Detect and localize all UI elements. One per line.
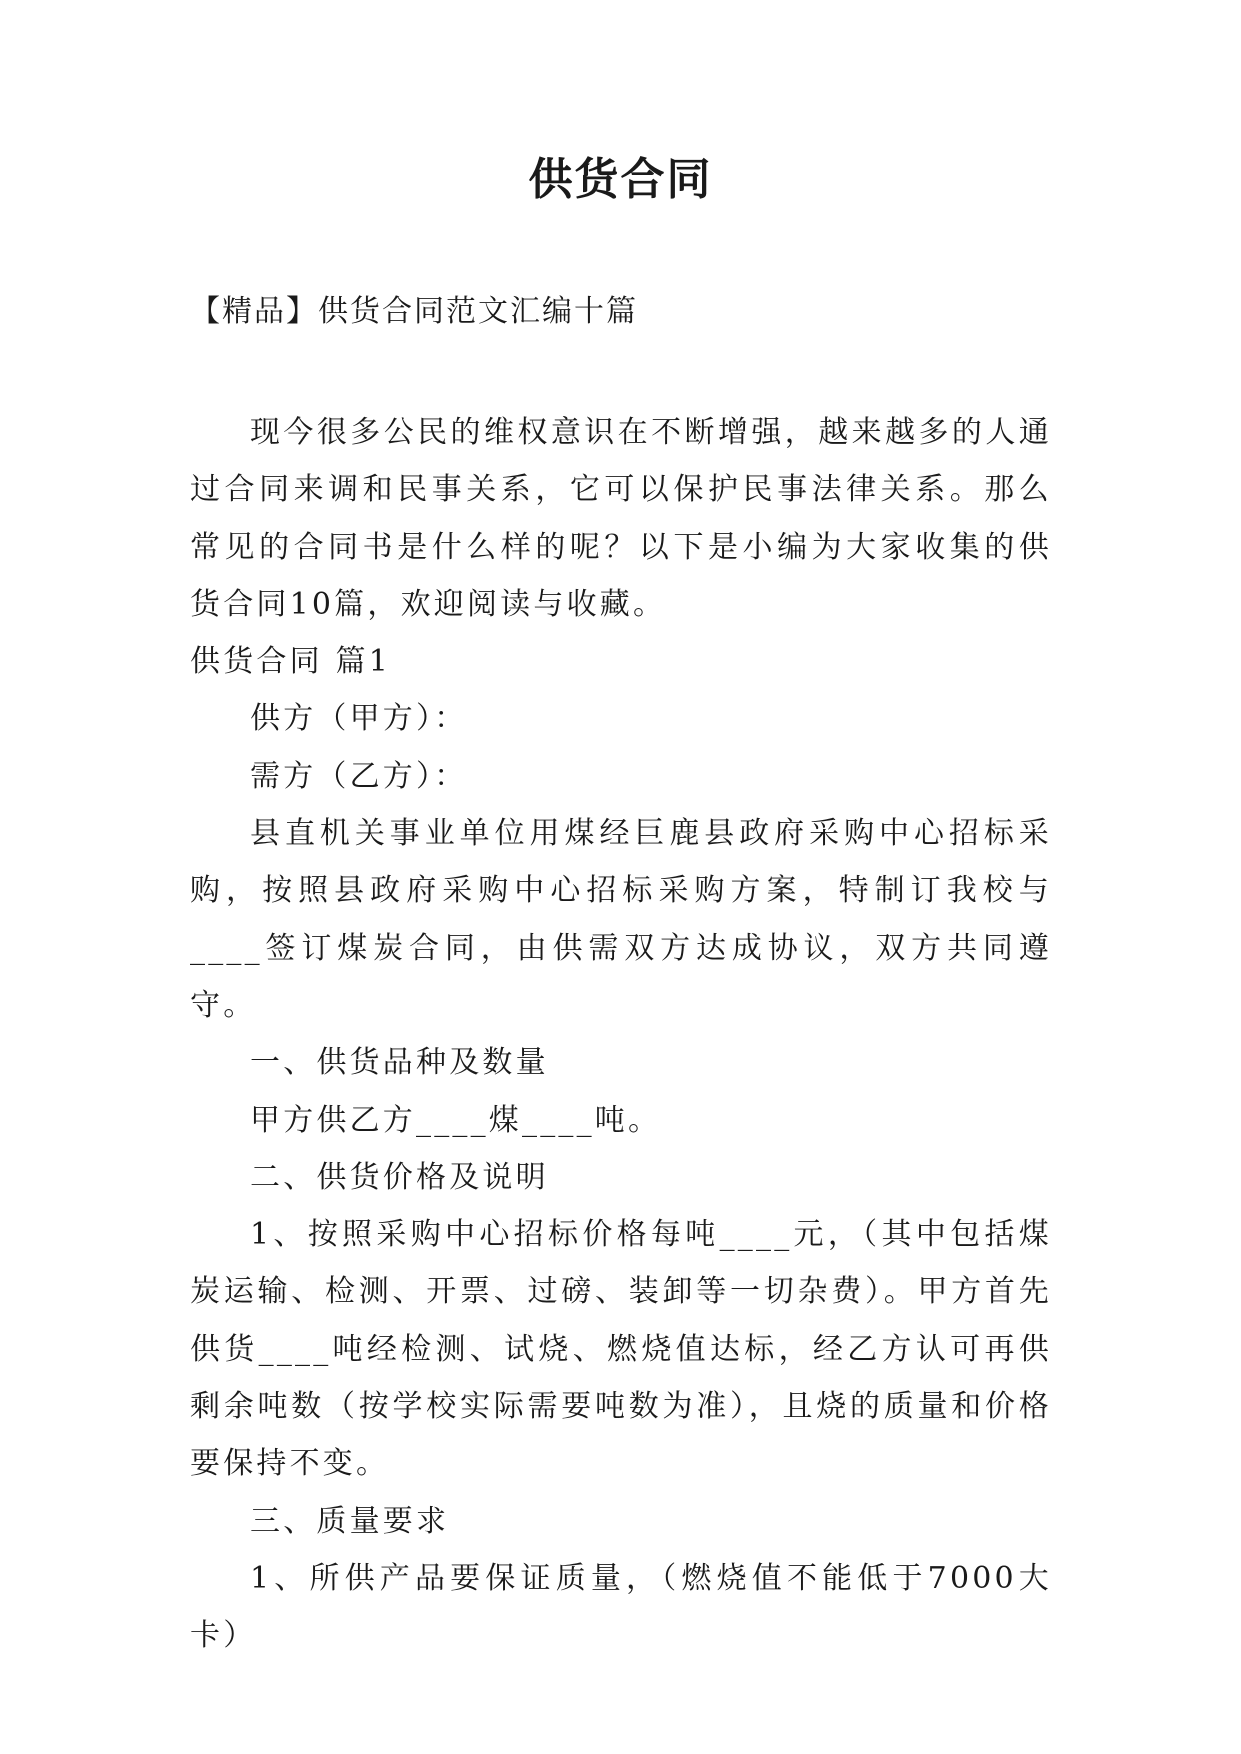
clause-heading-quality: 三、质量要求	[250, 1503, 450, 1539]
supplier-party-line: 供方（甲方）：	[250, 701, 468, 737]
clause-text-price: 1、按照采购中心招标价格每吨____元，（其中包括煤炭运输、检测、开票、过磅、装卸等一切杂费）。甲方首先供货____吨经检测、试烧、燃烧值达标，经乙方认可再供剩余吨数（按学校实际需要吨数为准），且烧的质量和价格要保持不变。	[190, 1217, 1052, 1482]
section-heading-article-1: 供货合同 篇1	[190, 644, 392, 680]
clause-text-quantity: 甲方供乙方____煤____吨。	[250, 1102, 662, 1138]
clause-text-quality: 1、所供产品要保证质量，（燃烧值不能低于7000大卡）	[190, 1560, 1052, 1654]
intro-paragraph: 现今很多公民的维权意识在不断增强，越来越多的人通过合同来调和民事关系，它可以保护民事法律关系。那么常见的合同书是什么样的呢？以下是小编为大家收集的供货合同10篇，欢迎阅读与收藏。	[190, 415, 1052, 622]
clause-heading-price: 二、供货价格及说明	[250, 1159, 549, 1195]
document-body	[190, 404, 1052, 1665]
clause-heading-variety-quantity: 一、供货品种及数量	[250, 1045, 549, 1081]
document-title: 供货合同	[528, 154, 713, 205]
buyer-party-line: 需方（乙方）：	[250, 758, 468, 794]
contract-preamble-paragraph: 县直机关事业单位用煤经巨鹿县政府采购中心招标采购，按照县政府采购中心招标采购方案，特制订我校与____签订煤炭合同，由供需双方达成协议，双方共同遵守。	[190, 816, 1052, 1023]
document-subtitle: 【精品】供货合同范文汇编十篇	[190, 294, 638, 329]
